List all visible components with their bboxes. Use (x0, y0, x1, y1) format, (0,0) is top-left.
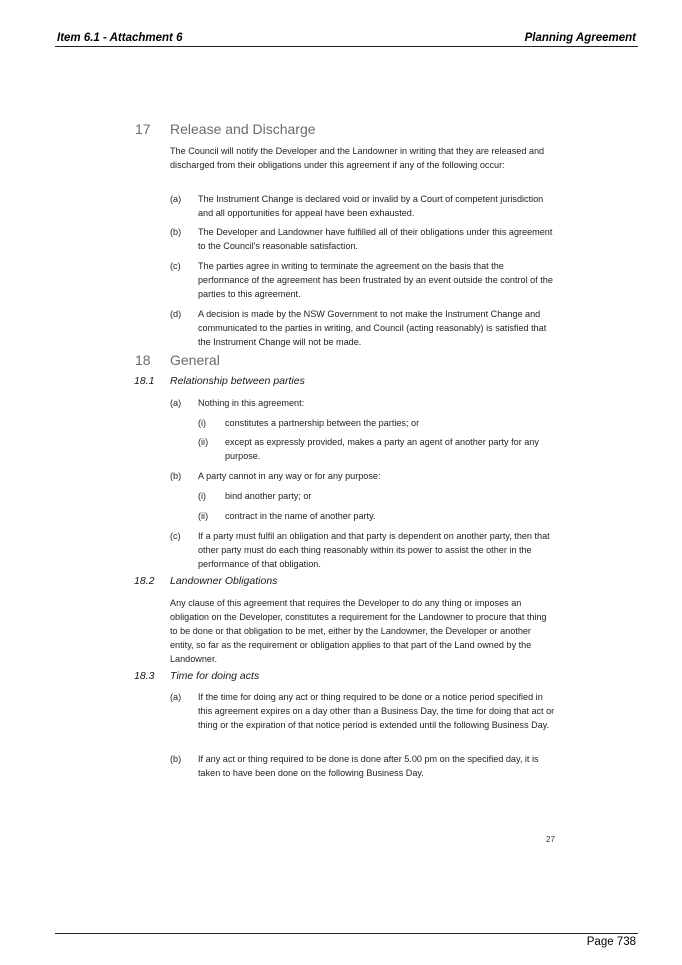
s18-1-a-text: Nothing in this agreement: (198, 398, 305, 408)
s18-1-b-text: A party cannot in any way or for any purpose: (198, 471, 381, 481)
s17-item-d-label: (d) (170, 309, 182, 319)
document-page-number: 27 (546, 835, 555, 844)
s18-1-b-ii-text: contract in the name of another party. (225, 511, 376, 521)
footer-divider (55, 933, 638, 934)
s18-1-a-ii-label: (ii) (198, 437, 209, 447)
s18-1-c-label: (c) (170, 531, 181, 541)
section-18-title: General (170, 352, 220, 368)
footer-page-label: Page 738 (586, 936, 636, 948)
s17-item-a-label: (a) (170, 194, 182, 204)
s17-item-b-label: (b) (170, 227, 182, 237)
s18-3-a-text: If the time for doing any act or thing required to be done or a notice period specified in this agreement expires on a day other than a Business Day, the time for doing that act or thing or the expiration of that notice period is extended until the following Business Day. (198, 692, 555, 730)
subsection-18-2-title: Landowner Obligations (170, 575, 278, 587)
subsection-18-2-number: 18.2 (134, 575, 155, 587)
s17-item-b-text: The Developer and Landowner have fulfilled all of their obligations under this agreement to the Council's reasonable satisfaction. (198, 227, 553, 251)
subsection-18-3-number: 18.3 (134, 670, 155, 682)
s18-3-b-text: If any act or thing required to be done is done after 5.00 pm on the specified day, it is taken to have been done on the following Business Day. (198, 754, 539, 778)
s18-1-a-ii-text: except as expressly provided, makes a party an agent of another party for any purpose. (225, 437, 539, 461)
s18-1-a-i-label: (i) (198, 418, 207, 428)
s18-1-b-i-label: (i) (198, 491, 207, 501)
s17-item-c-text: The parties agree in writing to terminate the agreement on the basis that the performance of the agreement has been frustrated by an event outside the control of the parties to this agreement. (198, 261, 553, 299)
s18-2-text: Any clause of this agreement that requires the Developer to do any thing or imposes an obligation on the Developer, constitutes a requirement for the Landowner to procure that thing to be done or that obligation to be met, either by the Landowner, the Developer or another entity, so far as the requirement or obligation applies to that part of the Land owned by the Landowner. (170, 598, 547, 664)
s17-item-c-label: (c) (170, 261, 181, 271)
section-17-title: Release and Discharge (170, 121, 316, 137)
subsection-18-1-title: Relationship between parties (170, 375, 305, 387)
section-17-number: 17 (135, 121, 151, 137)
s18-1-c-text: If a party must fulfil an obligation and that party is dependent on another party, then that other party must do each thing reasonably within its power to assist the other in the performance of that obligation. (198, 531, 550, 569)
s18-1-b-label: (b) (170, 471, 182, 481)
section-18-number: 18 (135, 352, 151, 368)
section-17-intro: The Council will notify the Developer and the Landowner in writing that they are released and discharged from their obligations under this agreement if any of the following occur: (170, 146, 545, 170)
s18-1-a-label: (a) (170, 398, 182, 408)
header-document-title: Planning Agreement (524, 32, 636, 44)
header-attachment-label: Item 6.1 - Attachment 6 (57, 32, 183, 44)
s17-item-d-text: A decision is made by the NSW Government to not make the Instrument Change and communicated to the parties in writing, and Council (acting reasonably) is satisfied that the Instrument Change will not be made. (198, 309, 547, 347)
subsection-18-1-number: 18.1 (134, 375, 155, 387)
s18-1-b-i-text: bind another party; or (225, 491, 312, 501)
s18-1-b-ii-label: (ii) (198, 511, 209, 521)
header-divider (55, 46, 638, 47)
s18-3-a-label: (a) (170, 692, 182, 702)
subsection-18-3-title: Time for doing acts (170, 670, 260, 682)
s18-1-a-i-text: constitutes a partnership between the parties; or (225, 418, 420, 428)
s18-3-b-label: (b) (170, 754, 182, 764)
s17-item-a-text: The Instrument Change is declared void or invalid by a Court of competent jurisdiction and all opportunities for appeal have been exhausted. (198, 194, 544, 218)
